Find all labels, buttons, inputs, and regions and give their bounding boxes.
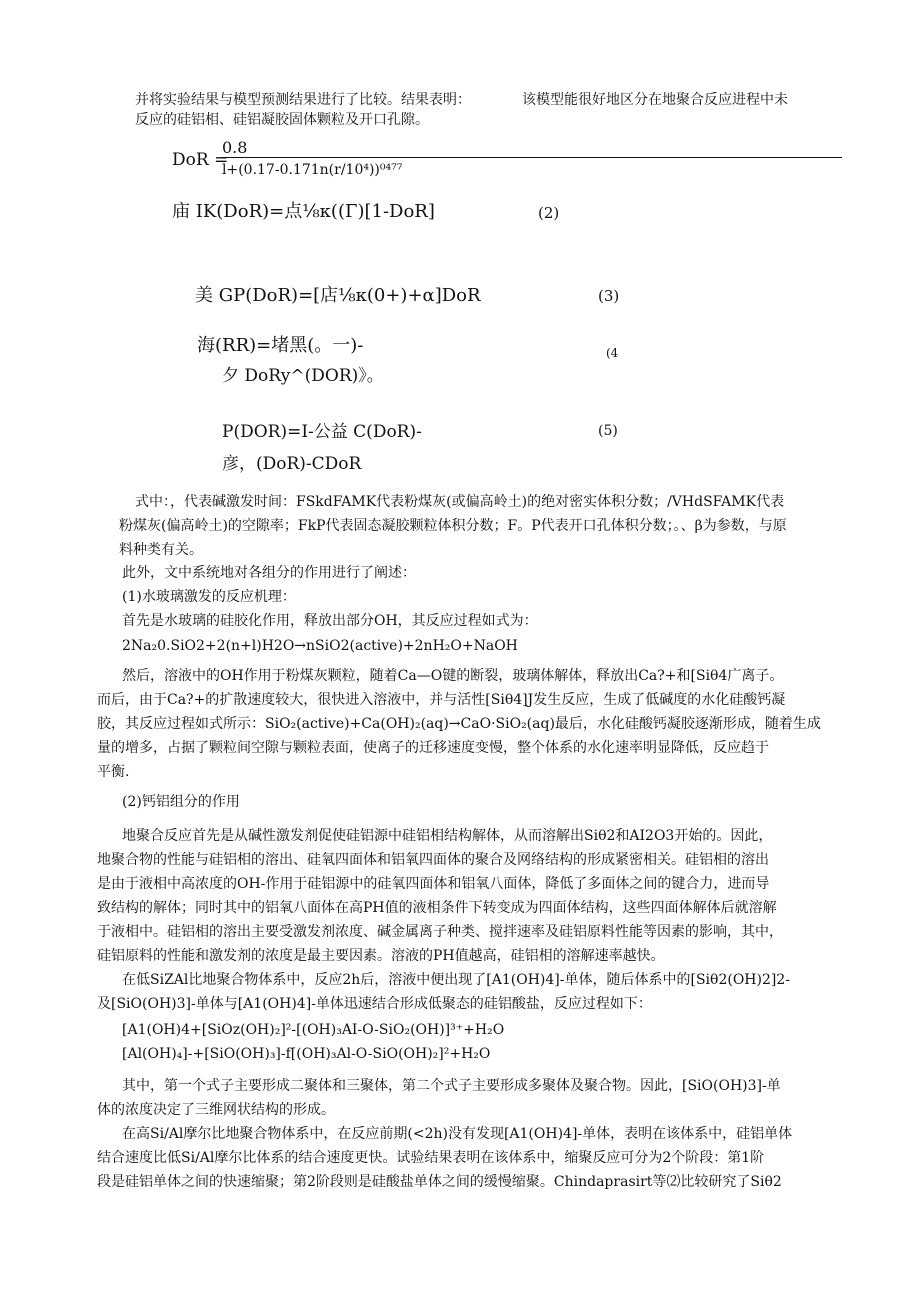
high-sial-line-1: 在高Si/Al摩尔比地聚合物体系中，在反应前期(<2h)没有发现[A1(OH)4]-单体，表明在该体系中，硅铝单体 bbox=[122, 1126, 793, 1142]
symbols-line-3: 料种类有关。 bbox=[119, 542, 203, 558]
reaction-2: [A1(OH)4+[SiOz(OH)₂]²-[(OH)₃AI-O-SiO₂(OH)]³⁺+H₂O bbox=[122, 1022, 505, 1038]
oh-paragraph-line-2: 而后，由于Ca?+的扩散速度较大，很快进入溶液中，并与活性[Siθ4]J发生反应，生成了低碱度的水化硅酸钙凝 bbox=[97, 692, 786, 708]
geo-paragraph-line-1: 地聚合反应首先是从碱性激发剂促使硅铝源中硅铝相结构解体，从而溶解出Siθ2和AI2O3开始的。因此， bbox=[122, 828, 773, 844]
eq5-line-2: 彦，(DoR)-CDoR bbox=[222, 454, 362, 474]
reaction-1: 2Na₂0.SiO2+2(n+l)H2O→nSiO2(active)+2nH₂O+NaOH bbox=[122, 638, 518, 654]
oh-paragraph-line-4: 量的增多，占据了颗粒间空隙与颗粒表面，使离子的迁移速度变慢，整个体系的水化速率明显降低，反应趋于 bbox=[97, 740, 769, 756]
eq4-line-2: 夕 DoRy^(DOR)》。 bbox=[222, 366, 384, 386]
oh-paragraph-line-1: 然后，溶液中的OH作用于粉煤灰颗粒，随着Ca—O键的断裂，玻璃体解体，释放出Ca?+和[Siθ4广离子。 bbox=[122, 668, 784, 684]
eq4-number: (4 bbox=[606, 346, 619, 360]
eq1-numerator: 0.8 bbox=[222, 138, 248, 157]
geo-paragraph-line-3: 是由于液相中高浓度的OH-作用于硅铝源中的硅氧四面体和铝氧八面体，降低了多面体之间的键合力，进而导 bbox=[97, 876, 770, 892]
section-heading-2: (2)钙铝组分的作用 bbox=[122, 794, 240, 810]
geo-paragraph-line-6: 硅铝原料的性能和激发剂的浓度是最主要因素。溶液的PH值越高，硅铝相的溶解速率越快。 bbox=[97, 948, 665, 964]
intro-line-1b: 该模型能很好地区分在地聚合反应进程中未 bbox=[522, 92, 788, 108]
oh-paragraph-line-5: 平衡. bbox=[97, 764, 130, 780]
low-sial-line-2: 及[SiO(OH)3]-单体与[A1(OH)4]-单体迅速结合形成低聚态的硅铝酸盐，反应过程如下： bbox=[97, 996, 652, 1012]
eq1-lhs: DoR = bbox=[172, 150, 229, 170]
geo-paragraph-line-5: 于液相中。硅铝相的溶出主要受激发剂浓度、碱金属离子种类、搅拌速率及硅铝原料性能等因素的影响，其中， bbox=[97, 924, 783, 940]
geo-paragraph-line-2: 地聚合物的性能与硅铝相的溶出、硅氧四面体和铝氧四面体的聚合及网络结构的形成紧密相关。硅铝相的溶出 bbox=[97, 852, 769, 868]
geo-paragraph-line-4: 致结构的解体；同时其中的铝氧八面体在高PH值的液相条件下转变成为四面体结构，这些四面体解体后就溶解 bbox=[97, 900, 777, 916]
high-sial-line-2: 结合速度比低Si/Al摩尔比体系的结合速度更快。试验结果表明在该体系中，缩聚反应可分为2个阶段：第1阶 bbox=[97, 1150, 765, 1166]
low-sial-line-1: 在低SiZAl比地聚合物体系中，反应2h后，溶液中便出现了[A1(OH)4]-单体，随后体系中的[Siθ2(OH)2]2- bbox=[122, 972, 790, 988]
poly-paragraph-line-1: 其中，第一个式子主要形成二聚体和三聚体，第二个式子主要形成多聚体及聚合物。因此，[SiO(OH)3]-单 bbox=[122, 1078, 781, 1094]
section-heading-1: (1)水玻璃激发的反应机理： bbox=[122, 589, 296, 605]
summary-line: 此外，文中系统地对各组分的作用进行了阐述： bbox=[122, 565, 416, 581]
eq2: 庙 IK(DoR)=点⅛κ((Γ)[1-DoR] bbox=[172, 201, 435, 222]
eq5-line-1: P(DOR)=I-公益 C(DoR)- bbox=[222, 422, 422, 442]
eq4-line-1: 海(RR)=堵黑(。一)- bbox=[197, 335, 364, 356]
oh-paragraph-line-3: 胶，其反应过程如式所示：SiO₂(active)+Ca(OH)₂(aq)→CaO·SiO₂(aq)最后，水化硅酸钙凝胶逐渐形成，随着生成 bbox=[97, 716, 821, 732]
eq2-number: (2) bbox=[538, 204, 560, 222]
symbols-line-1: 式中：，代表碱激发时间：FSkdFAMK代表粉煤灰(或偏高岭土)的绝对密实体积分数；/VHdSFAMK代表 bbox=[135, 494, 785, 510]
poly-paragraph-line-2: 体的浓度决定了三维网状结构的形成。 bbox=[97, 1102, 335, 1118]
eq5-number: (5) bbox=[598, 423, 618, 439]
intro-line-1a: 并将实验结果与模型预测结果进行了比较。结果表明： bbox=[135, 92, 471, 108]
eq1-denominator: l+(0.17-0.171n(r/10⁴))⁰⁴⁷⁷ bbox=[222, 162, 403, 178]
section-1-sentence: 首先是水玻璃的硅胶化作用，释放出部分OH，其反应过程如式为： bbox=[122, 613, 538, 629]
eq3-number: (3) bbox=[598, 287, 620, 305]
symbols-line-2: 粉煤灰(偏高岭土)的空隙率；FkP代表固态凝胶颗粒体积分数；F。P代表开口孔体积分数；。、β为参数，与原 bbox=[119, 518, 787, 534]
intro-line-2: 反应的硅铝相、硅铝凝胶固体颗粒及开口孔隙。 bbox=[135, 112, 429, 128]
eq3: 美 GP(DoR)=[店⅛κ(0+)+α]DoR bbox=[195, 285, 481, 306]
high-sial-line-3: 段是硅铝单体之间的快速缩聚；第2阶段则是硅酸盐单体之间的缓慢缩聚。Chindaprasirt等⑵比较研究了Siθ2 bbox=[97, 1174, 782, 1190]
reaction-3: [Al(OH)₄]-+[SiO(OH)₃]-f[(OH)₃Al-O-SiO(OH)₂]²+H₂O bbox=[122, 1046, 491, 1062]
